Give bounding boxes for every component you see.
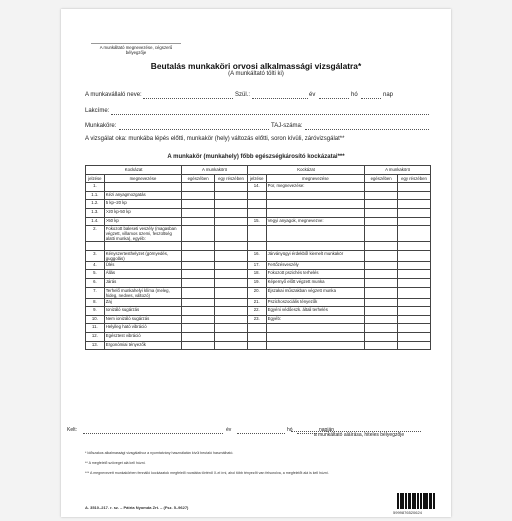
form-subtitle: (A munkáltató tölti ki) bbox=[228, 71, 284, 77]
part-checkbox-right[interactable] bbox=[398, 250, 431, 261]
whole-checkbox[interactable] bbox=[182, 270, 215, 279]
part-checkbox[interactable] bbox=[215, 307, 248, 316]
whole-checkbox-right[interactable] bbox=[365, 261, 398, 270]
risk-code: 6. bbox=[86, 278, 105, 287]
employee-row bbox=[85, 92, 429, 100]
risk-name: Fokozott baleseti veszély (magasban végzett, villamos üzemi, feszültség alatti munka), egyéb: bbox=[104, 226, 181, 242]
table-subheader-row bbox=[86, 174, 431, 183]
whole-checkbox-right[interactable] bbox=[365, 250, 398, 261]
table-row bbox=[86, 250, 431, 261]
part-checkbox[interactable] bbox=[215, 208, 248, 217]
footnote-3: *** A megnevezett munkakörben fennálló kockázatok megfelelő rovatába történő X-el írni, ahol több tényezőt van felsorolva, a megfelelőt alá is kell húzni. bbox=[85, 471, 329, 475]
risk-code: 4. bbox=[86, 261, 105, 270]
whole-checkbox-right[interactable] bbox=[365, 200, 398, 209]
whole-checkbox[interactable] bbox=[182, 298, 215, 307]
table-row bbox=[86, 324, 431, 333]
risk-name: Ülés bbox=[104, 261, 181, 270]
table-row bbox=[86, 208, 431, 217]
part-checkbox-right[interactable] bbox=[398, 200, 431, 209]
whole-checkbox[interactable] bbox=[182, 261, 215, 270]
whole-checkbox[interactable] bbox=[182, 226, 215, 242]
part-checkbox-right[interactable] bbox=[398, 261, 431, 270]
part-checkbox-right[interactable] bbox=[398, 324, 431, 333]
footnote-1: * Időszakos alkalmassági vizsgálathoz a nyomtatvány használatán kívül beutaló használható. bbox=[85, 451, 234, 455]
risk-code: 11. bbox=[86, 324, 105, 333]
ho-label: hó bbox=[287, 427, 293, 433]
address-field[interactable] bbox=[111, 114, 429, 115]
month-label: hó bbox=[351, 92, 358, 98]
risk-code-right: 14. bbox=[247, 183, 266, 192]
risk-name: Zaj bbox=[104, 298, 181, 307]
risk-code: 1. bbox=[86, 183, 105, 192]
table-row bbox=[86, 191, 431, 200]
risk-name bbox=[104, 183, 181, 192]
risk-name: Ergonómiai tényezők bbox=[104, 341, 181, 350]
risk-code-right: 21. bbox=[247, 298, 266, 307]
part-checkbox-right[interactable] bbox=[398, 332, 431, 341]
risk-code: 13. bbox=[86, 341, 105, 350]
whole-checkbox[interactable] bbox=[182, 208, 215, 217]
signature-label: a munkáltató aláírása, hiteles bélyegzője bbox=[313, 432, 405, 438]
risk-name-right bbox=[266, 191, 365, 200]
day-label: nap bbox=[383, 92, 394, 98]
risk-name-right: Képernyő előtt végzett munka bbox=[266, 278, 365, 287]
table-header-row bbox=[86, 166, 431, 175]
risk-code-right: 22. bbox=[247, 307, 266, 316]
part-header-right: egy részében bbox=[398, 174, 431, 183]
part-checkbox[interactable] bbox=[215, 332, 248, 341]
part-checkbox[interactable] bbox=[215, 315, 248, 324]
part-checkbox-right[interactable] bbox=[398, 298, 431, 307]
risk-code-right bbox=[247, 324, 266, 333]
risk-name-right: Éjszakai műszakban végzett munka bbox=[266, 287, 365, 298]
risk-table bbox=[85, 165, 431, 350]
risk-name-right bbox=[266, 341, 365, 350]
taj-label: TAJ-száma: bbox=[271, 123, 303, 129]
part-checkbox-right[interactable] bbox=[398, 341, 431, 350]
name-header: megnevezése bbox=[104, 174, 181, 183]
whole-checkbox-right[interactable] bbox=[365, 183, 398, 192]
whole-checkbox-right[interactable] bbox=[365, 191, 398, 200]
table-row bbox=[86, 315, 431, 324]
reason-row bbox=[85, 136, 429, 144]
risk-name-right: Egyéni védőeszk. általi terhelés bbox=[266, 307, 365, 316]
whole-checkbox[interactable] bbox=[182, 324, 215, 333]
table-row bbox=[86, 242, 431, 251]
table-row bbox=[86, 287, 431, 298]
risk-name: Terhelő munkahelyi klíma (meleg, hideg, nedves, változó) bbox=[104, 287, 181, 298]
whole-checkbox[interactable] bbox=[182, 250, 215, 261]
risk-code: 1.3. bbox=[86, 208, 105, 217]
risk-code bbox=[86, 242, 105, 251]
whole-checkbox-right[interactable] bbox=[365, 278, 398, 287]
part-checkbox-right[interactable] bbox=[398, 183, 431, 192]
risk-name: Kényszertesthelyzet (görnyedés, guggolás) bbox=[104, 250, 181, 261]
part-checkbox-right[interactable] bbox=[398, 278, 431, 287]
risk-code: 1.2. bbox=[86, 200, 105, 209]
risk-code-right bbox=[247, 226, 266, 242]
whole-checkbox-right[interactable] bbox=[365, 332, 398, 341]
risk-code-right: 19. bbox=[247, 278, 266, 287]
part-checkbox[interactable] bbox=[215, 250, 248, 261]
employee-name-label: A munkavállaló neve: bbox=[85, 92, 142, 98]
risk-name: Járás bbox=[104, 278, 181, 287]
risk-code-right: 15. bbox=[247, 217, 266, 226]
risk-code: 1.4. bbox=[86, 217, 105, 226]
whole-checkbox-right[interactable] bbox=[365, 270, 398, 279]
risk-code-right bbox=[247, 191, 266, 200]
kelt-place-field[interactable] bbox=[83, 433, 223, 434]
whole-checkbox-right[interactable] bbox=[365, 341, 398, 350]
part-checkbox[interactable] bbox=[215, 183, 248, 192]
address-row bbox=[85, 108, 429, 116]
table-row bbox=[86, 217, 431, 226]
whole-checkbox[interactable] bbox=[182, 191, 215, 200]
table-row bbox=[86, 341, 431, 350]
risk-code-right bbox=[247, 208, 266, 217]
employer-header-right: A munkakörö bbox=[365, 166, 431, 175]
whole-checkbox-right[interactable] bbox=[365, 324, 398, 333]
part-checkbox-right[interactable] bbox=[398, 270, 431, 279]
part-checkbox-right[interactable] bbox=[398, 208, 431, 217]
risk-name-right bbox=[266, 242, 365, 251]
risk-code-right bbox=[247, 242, 266, 251]
napjan-label: napján bbox=[319, 427, 335, 433]
whole-checkbox-right[interactable] bbox=[365, 217, 398, 226]
risk-code: 10. bbox=[86, 315, 105, 324]
risk-code-right bbox=[247, 332, 266, 341]
risk-name-right: Fokozott pszichés terhelés bbox=[266, 270, 365, 279]
risk-code-right: 18. bbox=[247, 270, 266, 279]
code-header: jelzése bbox=[86, 174, 105, 183]
whole-checkbox[interactable] bbox=[182, 315, 215, 324]
risk-name-right: Járványügyi érdekből kiemelt munkakör bbox=[266, 250, 365, 261]
risk-header-left: Kockázat bbox=[86, 166, 182, 175]
risk-name-right: Fertőzésveszély bbox=[266, 261, 365, 270]
part-checkbox-right[interactable] bbox=[398, 217, 431, 226]
reason-label: A vizsgálat oka: munkába lépés előtti, munkakör (hely) változás előtti, soron kívüli, záróvizsgálat** bbox=[85, 136, 345, 142]
risk-name-right bbox=[266, 208, 365, 217]
born-label: Szül.: bbox=[235, 92, 251, 98]
part-checkbox-right[interactable] bbox=[398, 226, 431, 242]
address-label: Lakcíme: bbox=[85, 108, 110, 114]
part-checkbox[interactable] bbox=[215, 261, 248, 270]
risk-name: 5 kp–20 kp bbox=[104, 200, 181, 209]
month-field[interactable] bbox=[319, 98, 349, 99]
part-checkbox[interactable] bbox=[215, 217, 248, 226]
footnote-2: ** A megfelelő szöveget alá kell húzni. bbox=[85, 461, 146, 465]
risk-name: Állás bbox=[104, 270, 181, 279]
risk-name: Ionizáló sugárzás bbox=[104, 307, 181, 316]
footnotes bbox=[85, 451, 425, 481]
risk-code-right bbox=[247, 341, 266, 350]
ev-label: év bbox=[226, 427, 232, 433]
part-checkbox-right[interactable] bbox=[398, 191, 431, 200]
whole-checkbox[interactable] bbox=[182, 200, 215, 209]
whole-checkbox[interactable] bbox=[182, 278, 215, 287]
risk-code: 1.1. bbox=[86, 191, 105, 200]
whole-checkbox[interactable] bbox=[182, 307, 215, 316]
part-header: egy részében bbox=[215, 174, 248, 183]
table-row bbox=[86, 183, 431, 192]
risk-code-right: 23. bbox=[247, 315, 266, 324]
day-field[interactable] bbox=[361, 98, 381, 99]
whole-checkbox-right[interactable] bbox=[365, 315, 398, 324]
part-checkbox[interactable] bbox=[215, 200, 248, 209]
whole-header-right: egészében bbox=[365, 174, 398, 183]
whole-checkbox-right[interactable] bbox=[365, 208, 398, 217]
risk-name-right: Vegyi anyagok, megnevezve: bbox=[266, 217, 365, 226]
stamp-label: A munkáltató megnevezése, cégszerű bélyegzője bbox=[91, 43, 181, 55]
part-checkbox-right[interactable] bbox=[398, 242, 431, 251]
risk-name-right bbox=[266, 324, 365, 333]
kelt-label: Kelt: bbox=[67, 427, 78, 433]
risk-name-right bbox=[266, 226, 365, 242]
part-checkbox[interactable] bbox=[215, 191, 248, 200]
risk-name-right: Por, megnevezése: bbox=[266, 183, 365, 192]
risk-name-right: Pszichoszociális tényezők bbox=[266, 298, 365, 307]
table-row bbox=[86, 261, 431, 270]
form-sheet bbox=[61, 9, 451, 517]
name-header-right: megnevezése bbox=[266, 174, 365, 183]
job-field[interactable] bbox=[119, 129, 269, 130]
code-header-right: jelzése bbox=[247, 174, 266, 183]
table-row bbox=[86, 226, 431, 242]
risk-code: 2. bbox=[86, 226, 105, 242]
whole-checkbox[interactable] bbox=[182, 287, 215, 298]
whole-checkbox-right[interactable] bbox=[365, 242, 398, 251]
risk-header-right: Kockázat bbox=[247, 166, 364, 175]
part-checkbox[interactable] bbox=[215, 270, 248, 279]
table-row bbox=[86, 307, 431, 316]
part-checkbox-right[interactable] bbox=[398, 315, 431, 324]
risk-name-right bbox=[266, 200, 365, 209]
part-checkbox[interactable] bbox=[215, 341, 248, 350]
year-label: év bbox=[309, 92, 316, 98]
form-title: Beutalás munkaköri orvosi alkalmassági vizsgálatra* bbox=[150, 61, 362, 71]
job-row bbox=[85, 123, 429, 131]
part-checkbox[interactable] bbox=[215, 242, 248, 251]
risk-name-right bbox=[266, 332, 365, 341]
whole-checkbox[interactable] bbox=[182, 183, 215, 192]
risk-name: >50 kp bbox=[104, 217, 181, 226]
risk-name bbox=[104, 242, 181, 251]
whole-checkbox[interactable] bbox=[182, 332, 215, 341]
risk-code: 3. bbox=[86, 250, 105, 261]
employee-name-field[interactable] bbox=[143, 98, 233, 99]
table-row bbox=[86, 298, 431, 307]
kelt-month-field[interactable] bbox=[237, 433, 285, 434]
part-checkbox[interactable] bbox=[215, 324, 248, 333]
risk-code: 7. bbox=[86, 287, 105, 298]
whole-header: egészében bbox=[182, 174, 215, 183]
whole-checkbox[interactable] bbox=[182, 242, 215, 251]
job-label: Munkaköre: bbox=[85, 123, 117, 129]
employer-header-left: A munkakörö bbox=[182, 166, 248, 175]
part-checkbox[interactable] bbox=[215, 278, 248, 287]
risk-code-right: 20. bbox=[247, 287, 266, 298]
whole-checkbox[interactable] bbox=[182, 217, 215, 226]
section-title: A munkakör (munkahely) főbb egészségkárosító kockázatai*** bbox=[167, 154, 345, 160]
whole-checkbox-right[interactable] bbox=[365, 298, 398, 307]
barcode-image bbox=[397, 493, 437, 509]
table-row bbox=[86, 278, 431, 287]
risk-code-right bbox=[247, 200, 266, 209]
risk-code: 12. bbox=[86, 332, 105, 341]
part-checkbox-right[interactable] bbox=[398, 287, 431, 298]
part-checkbox[interactable] bbox=[215, 287, 248, 298]
risk-name: >20 kp-50 kp bbox=[104, 208, 181, 217]
risk-code-right: 17. bbox=[247, 261, 266, 270]
table-row bbox=[86, 332, 431, 341]
risk-name: Helyileg ható vibráció bbox=[104, 324, 181, 333]
risk-table-body bbox=[86, 183, 431, 350]
form-footer: A. 3510–217. r. sz. – Pátria Nyomda Zrt. – (Fsz. 5–9627) bbox=[85, 505, 189, 510]
part-checkbox[interactable] bbox=[215, 226, 248, 242]
table-row bbox=[86, 200, 431, 209]
risk-name: Kézi anyagmozgatás bbox=[104, 191, 181, 200]
barcode-bar bbox=[434, 493, 435, 509]
part-checkbox[interactable] bbox=[215, 298, 248, 307]
risk-code: 8. bbox=[86, 298, 105, 307]
whole-checkbox[interactable] bbox=[182, 341, 215, 350]
table-row bbox=[86, 270, 431, 279]
risk-name: Nem ionizáló sugárzás bbox=[104, 315, 181, 324]
whole-checkbox-right[interactable] bbox=[365, 287, 398, 298]
whole-checkbox-right[interactable] bbox=[365, 307, 398, 316]
risk-code: 5. bbox=[86, 270, 105, 279]
risk-code: 9. bbox=[86, 307, 105, 316]
barcode-number: 5999876520624 bbox=[393, 510, 422, 515]
risk-name-right: Egyéb: bbox=[266, 315, 365, 324]
whole-checkbox-right[interactable] bbox=[365, 226, 398, 242]
taj-field[interactable] bbox=[305, 129, 429, 130]
risk-name: Egésztest vibráció bbox=[104, 332, 181, 341]
born-place-field[interactable] bbox=[252, 98, 308, 99]
part-checkbox-right[interactable] bbox=[398, 307, 431, 316]
risk-code-right: 16. bbox=[247, 250, 266, 261]
